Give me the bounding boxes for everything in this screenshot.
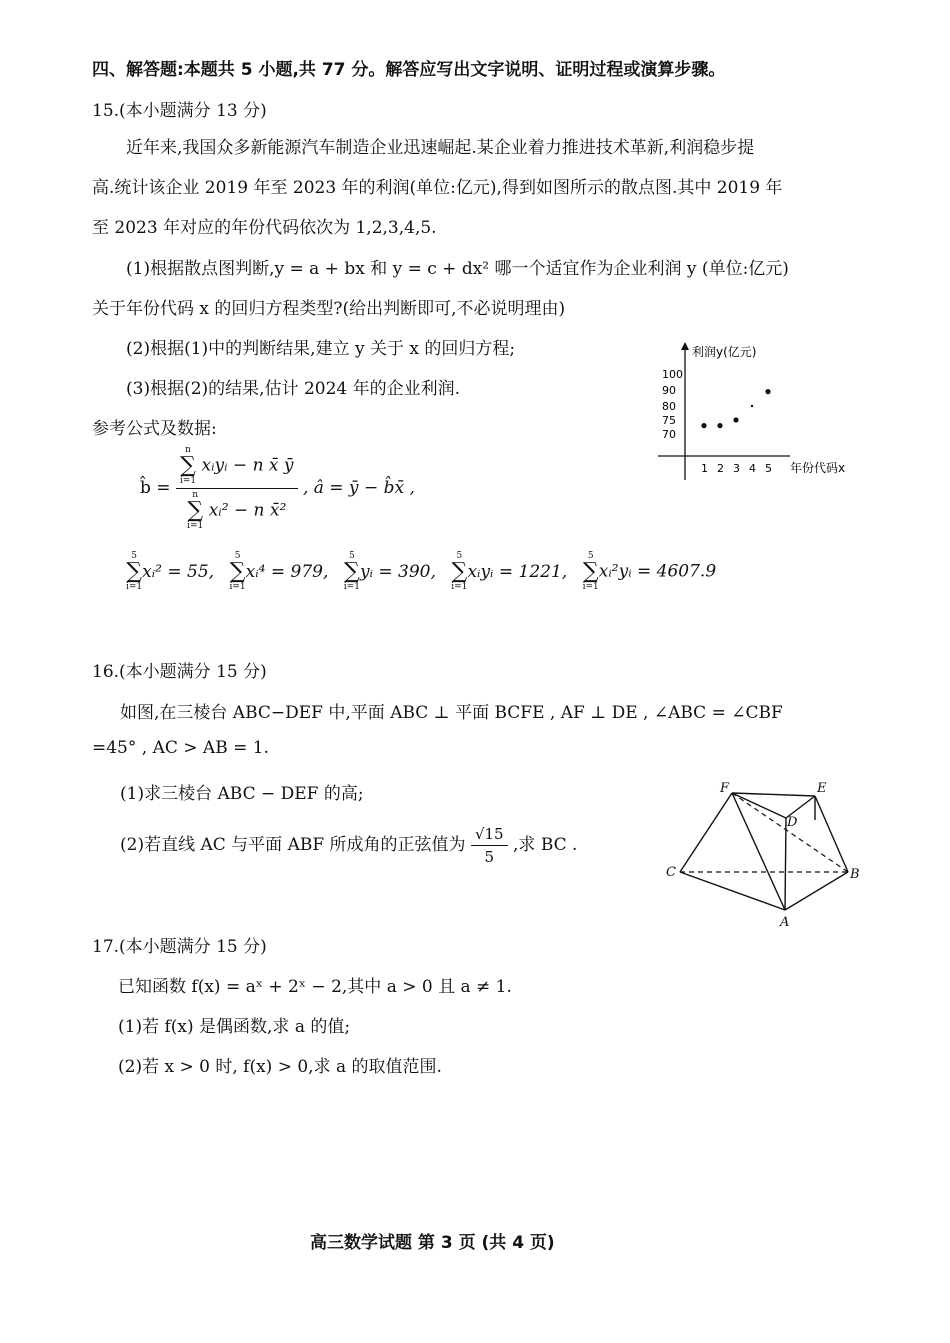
chart-axes (658, 342, 790, 480)
q15-para2: 高.统计该企业 2019 年至 2023 年的利润(单位:亿元),得到如图所示的散点图.其中 2019 年 (92, 178, 783, 198)
q17-para1: 已知函数 f(x) = aˣ + 2ˣ − 2,其中 a > 0 且 a ≠ 1. (118, 977, 512, 997)
data-sum-2: 5 ∑ i=1 (229, 551, 246, 592)
x-tick-label: 5 (765, 462, 772, 475)
y-tick-label: 70 (662, 428, 676, 441)
data-sum-5: 5 ∑ i=1 (582, 551, 599, 592)
y-tick-label: 100 (662, 368, 683, 381)
q15-heading: 15.(本小题满分 13 分) (92, 101, 267, 121)
frustum-figure (660, 780, 870, 930)
edge-AB (785, 872, 848, 910)
y-tick-label: 75 (662, 414, 676, 427)
y-axis-label: 利润y(亿元) (692, 345, 757, 359)
data-sum-4: 5 ∑ i=1 (451, 551, 468, 592)
q16-part1: (1)求三棱台 ABC − DEF 的高; (120, 784, 364, 804)
vertex-B: B (850, 867, 860, 882)
scatter-chart (650, 336, 880, 486)
regression-formula (140, 446, 415, 531)
vertex-E: E (817, 781, 827, 796)
vertex-C: C (666, 865, 676, 880)
sine-value-fraction: $\frac{√15}{5}$ (471, 825, 508, 866)
q15-para1: 近年来,我国众多新能源汽车制造企业迅速崛起.某企业着力推进技术革新,利润稳步提 (126, 138, 755, 158)
edge-DA (785, 818, 786, 910)
scatter-point (733, 417, 738, 422)
page-footer: 高三数学试题 第 3 页 (共 4 页) (310, 1233, 555, 1253)
scatter-point (751, 405, 753, 407)
q15-part3: (3)根据(2)的结果,估计 2024 年的企业利润. (126, 379, 461, 399)
y-tick-label: 80 (662, 400, 676, 413)
a-hat-formula: , â = ȳ − b̂x̄ , (302, 478, 415, 498)
q16-para2: =45° , AC > AB = 1. (92, 738, 269, 758)
q15-part1-line1: (1)根据散点图判断,y = a + bx 和 y = c + dx² 哪一个适宜作为企业利润 y (单位:亿元) (126, 259, 789, 279)
q15-part1-line2: 关于年份代码 x 的回归方程类型?(给出判断即可,不必说明理由) (92, 299, 566, 319)
vertex-A: A (780, 915, 790, 930)
scatter-point (765, 389, 770, 394)
data-sums: 5 ∑ i=1 xᵢ² = 55, 5 ∑ i=1 xᵢ⁴ = 979, 5 ∑ i=1 yᵢ = 390, 5 ∑ i=1 xᵢyᵢ = 1221, 5 ∑ i=1 xᵢ²yᵢ = 4607.9 (126, 551, 717, 592)
data-sum-1: 5 ∑ i=1 (126, 551, 143, 592)
b-hat-numerator: n ∑ i=1 xᵢyᵢ − n x̄ ȳ (176, 446, 298, 489)
q16-para1: 如图,在三棱台 ABC−DEF 中,平面 ABC ⊥ 平面 BCFE , AF ⊥ DE , ∠ABC = ∠CBF (120, 703, 783, 723)
q17-part1: (1)若 f(x) 是偶函数,求 a 的值; (118, 1017, 351, 1037)
vertex-F: F (720, 781, 730, 796)
q15-part2: (2)根据(1)中的判断结果,建立 y 关于 x 的回归方程; (126, 339, 516, 359)
edge-FD (732, 793, 786, 818)
q16-heading: 16.(本小题满分 15 分) (92, 662, 267, 682)
sum-symbol: n ∑ i=1 (179, 445, 197, 486)
x-tick-label: 3 (733, 462, 740, 475)
edge-FC (680, 793, 732, 872)
x-tick-label: 2 (717, 462, 724, 475)
x-axis-label: 年份代码x (790, 461, 846, 475)
x-tick-label: 1 (701, 462, 708, 475)
section-header: 四、解答题:本题共 5 小题,共 77 分。解答应写出文字说明、证明过程或演算步骤。 (92, 60, 726, 80)
q15-para3: 至 2023 年对应的年份代码依次为 1,2,3,4,5. (92, 218, 437, 238)
y-tick-label: 90 (662, 384, 676, 397)
edge-FE (732, 793, 815, 796)
edge-CA (680, 872, 785, 910)
q16-part2: (2)若直线 AC 与平面 ABF 所成角的正弦值为 $\frac{√15}{5}$ ,求 BC . (120, 825, 578, 866)
b-hat-denominator: n ∑ i=1 xᵢ² − n x̄² (187, 490, 287, 531)
b-hat-fraction (176, 446, 298, 531)
y-axis-arrow-icon (681, 342, 689, 350)
sum-symbol: n ∑ i=1 (187, 490, 204, 531)
q17-heading: 17.(本小题满分 15 分) (92, 937, 267, 957)
scatter-point (701, 423, 706, 428)
x-tick-label: 4 (749, 462, 756, 475)
b-hat-label: b̂ = (140, 478, 171, 498)
scatter-point (717, 423, 722, 428)
q17-part2: (2)若 x > 0 时, f(x) > 0,求 a 的取值范围. (118, 1057, 442, 1077)
data-sum-3: 5 ∑ i=1 (343, 551, 360, 592)
q15-ref-label: 参考公式及数据: (92, 419, 217, 439)
vertex-D: D (787, 815, 798, 830)
